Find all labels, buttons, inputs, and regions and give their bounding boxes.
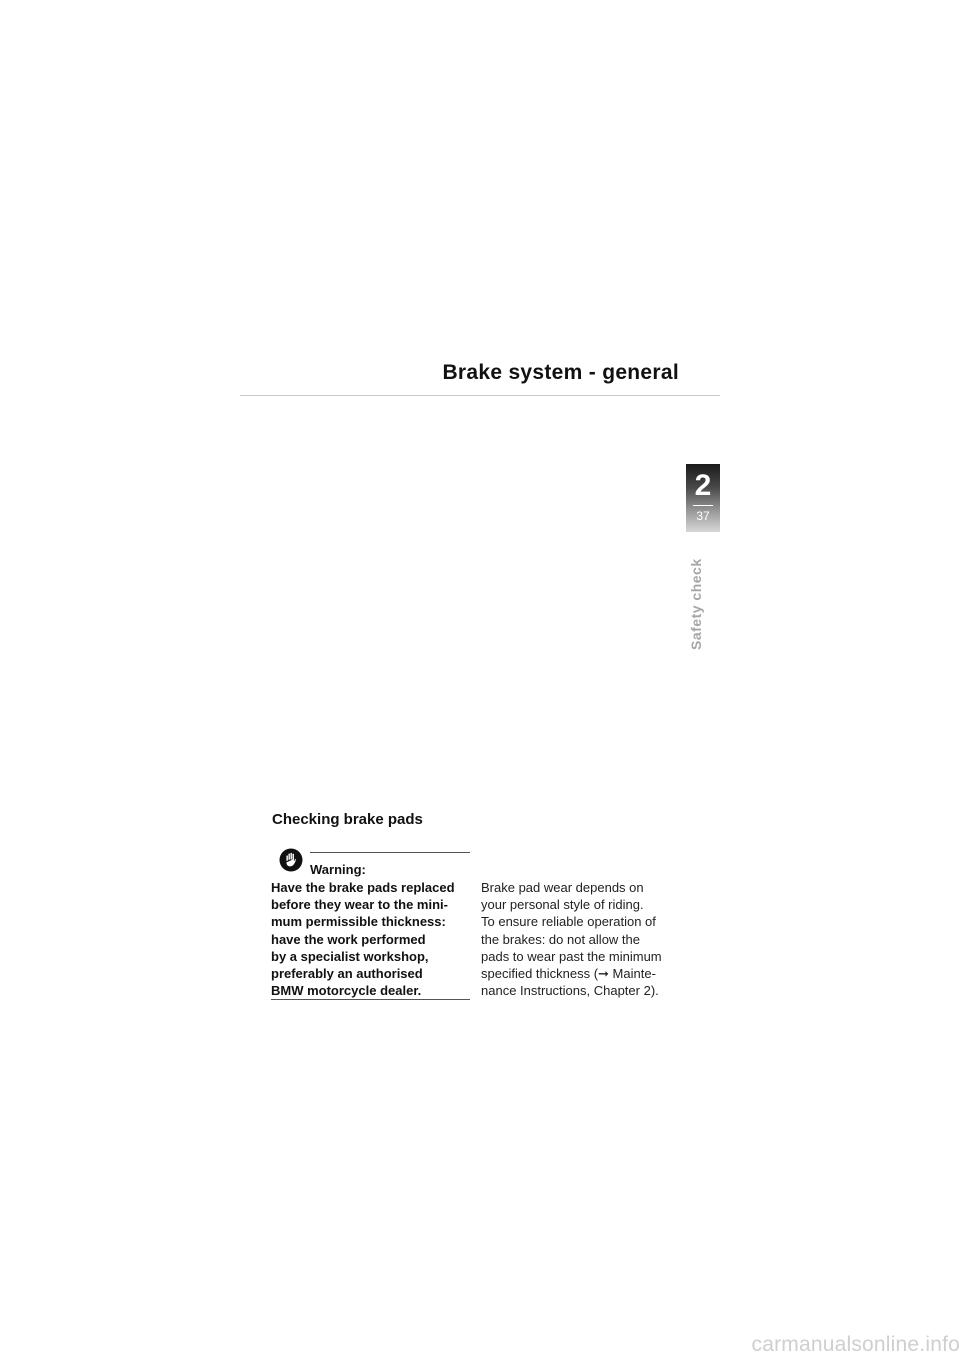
warning-line: by a specialist workshop,: [271, 948, 429, 964]
section-heading: Checking brake pads: [272, 811, 423, 828]
page-title: Brake system - general: [442, 361, 679, 384]
warning-top-rule: [310, 852, 470, 853]
body-line: To ensure reliable operation of: [481, 914, 656, 930]
warning-text: [271, 879, 471, 999]
watermark: carmanualsonline.info: [751, 1333, 960, 1356]
chapter-tab: [686, 464, 720, 532]
warning-bottom-rule: [271, 999, 470, 1000]
header-divider: [240, 395, 720, 396]
warning-line: mum permissible thickness:: [271, 914, 446, 930]
body-line: the brakes: do not allow the: [481, 931, 640, 947]
body-line: your personal style of riding.: [481, 897, 644, 913]
body-line: Brake pad wear depends on: [481, 880, 644, 895]
body-line: nance Instructions, Chapter 2).: [481, 983, 659, 999]
warning-line: before they wear to the mini-: [271, 897, 448, 913]
hand-stop-icon: [279, 848, 303, 872]
chapter-number: 2: [694, 469, 712, 502]
warning-line: BMW motorcycle dealer.: [271, 983, 422, 999]
warning-line: have the work performed: [271, 931, 426, 947]
warning-line: Have the brake pads replaced: [271, 880, 455, 895]
warning-line: preferably an authorised: [271, 966, 423, 982]
warning-label: Warning:: [310, 862, 366, 877]
body-paragraph: [481, 879, 686, 999]
section-side-label: Safety check: [688, 558, 704, 650]
body-line: specified thickness (➞ Mainte-: [481, 966, 656, 982]
body-line: pads to wear past the minimum: [481, 948, 662, 964]
chapter-tab-divider: [693, 505, 713, 506]
page-number: 37: [696, 509, 710, 523]
